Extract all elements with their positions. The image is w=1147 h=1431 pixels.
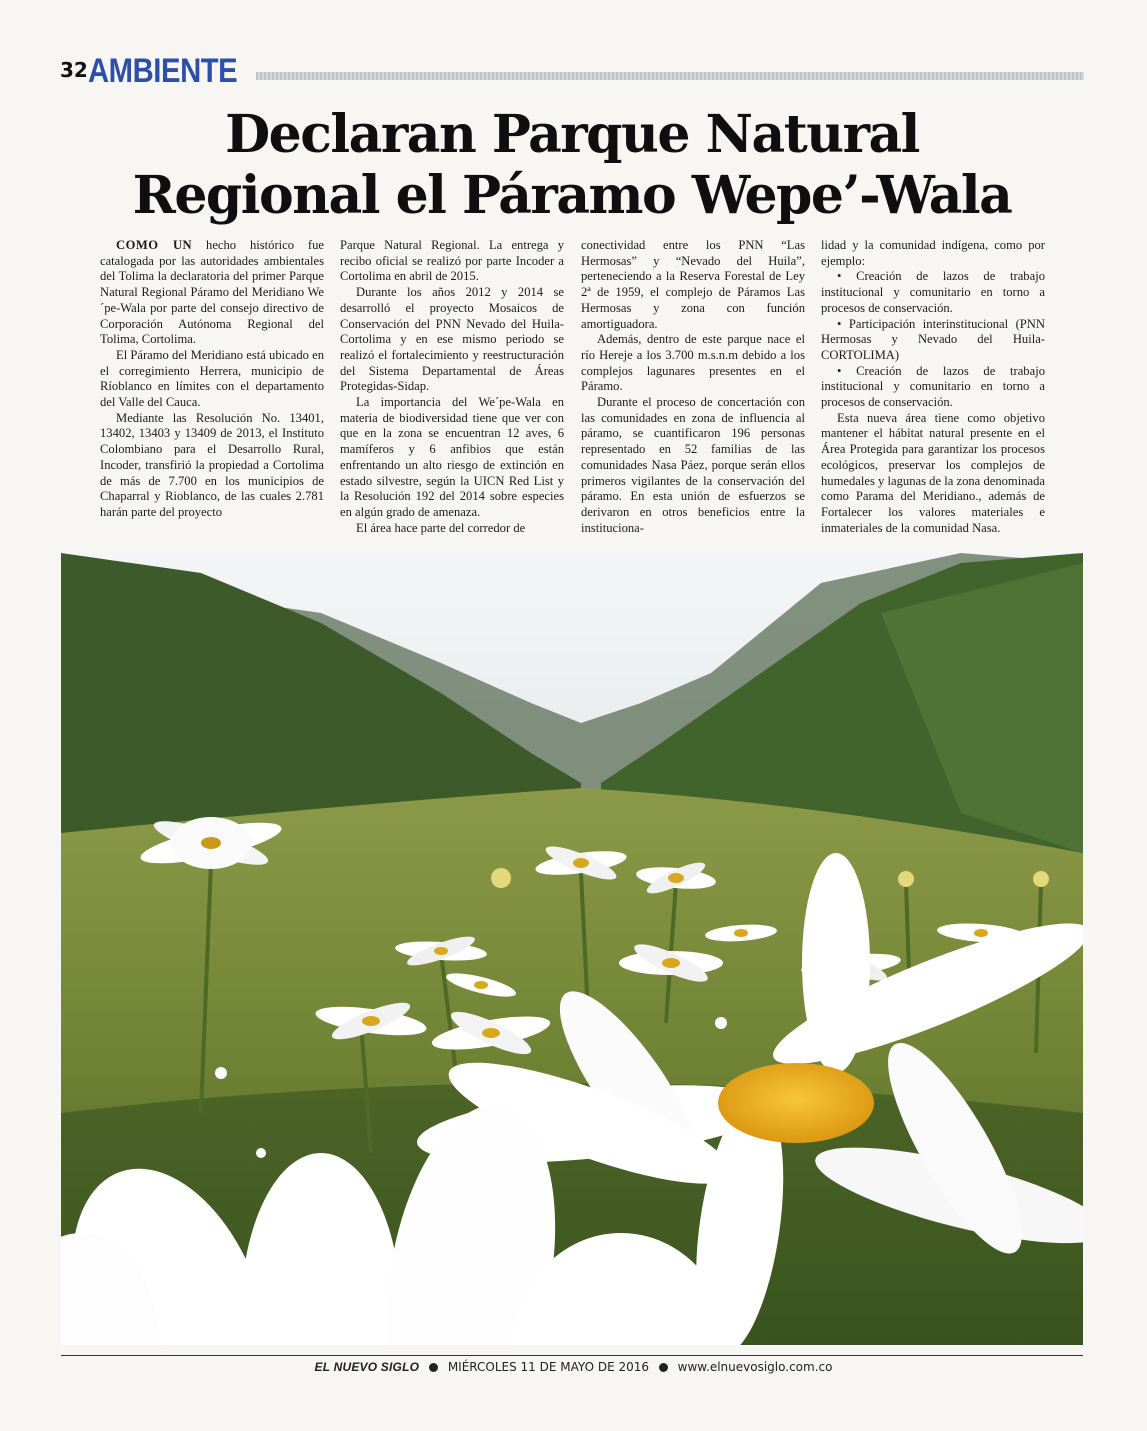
column-2 [340,238,564,544]
paragraph: Esta nueva área tiene como objetivo mantener el hábitat natural presente en el Área Protegida para garantizar los procesos ecológicos, preservar los complejos de humedales y lagunas de la zona denominada como Parama del Meridiano., además de Fortalecer los valores materiales e inmateriales de la comunidad Nasa. [821,410,1045,535]
paragraph: Mediante las Resolución No. 13401, 13402, 13403 y 13409 de 2013, el Instituto Colombiano para el Desarrollo Rural, Incoder, transfirió la propiedad a Cortolima de más de 7.700 en los municipios de Chaparral y Rioblanco, de las cuales 2.781 harán parte del proyecto [100,410,324,519]
paragraph: conectividad entre los PNN “Las Hermosas” y “Nevado del Huila”, perteneciendo a la Reserva Forestal de Ley 2ª de 1959, el complejo de Páramos Las Hermosas y zona con función amortiguadora. [581,238,805,331]
footer-rule [61,1355,1083,1356]
page-header [60,52,1084,88]
paragraph: COMO UN hecho histórico fue catalogada por las autoridades ambientales del Tolima la declaratoria del primer Parque Natural Regional Páramo del Meridiano We´pe-Wala por parte del consejo directivo de Corporación Autónoma Regional del Tolima, Cortolima. [100,238,324,347]
page-footer [0,1360,1147,1374]
lead-in: COMO UN [116,238,193,252]
page-number: 32 [60,58,88,82]
bullet-item: • Creación de lazos de trabajo institucional y comunitario en torno a procesos de conservación. [821,269,1045,315]
bullet-icon [659,1363,668,1372]
bullet-item: • Creación de lazos de trabajo institucional y comunitario en torno a procesos de conservación. [821,363,1045,410]
paramo-daisies-illustration [61,553,1083,1345]
paragraph: lidad y la comunidad indígena, como por ejemplo: [821,238,1045,268]
section-title: AMBIENTE [88,52,238,90]
newspaper-brand: EL NUEVO SIGLO [314,1360,420,1374]
column-4 [821,238,1045,544]
article-body [100,238,1046,544]
headline [60,104,1084,226]
section-rule [256,72,1084,80]
paragraph: El área hace parte del corredor de [356,520,526,535]
paragraph: Durante el proceso de concertación con las comunidades en zona de influencia al páramo, se cuantificaron 196 personas representado en 52 familias de las comunidades Nasa Páez, porque serán ellos primeros vigilantes de la conservación del páramo. En esta unión de esfuerzos se derivaron en otros beneficios entre la instituciona- [581,395,805,535]
column-3 [581,238,805,544]
headline-line-2: Regional el Páramo Wepe’-Wala [132,165,1012,226]
website-url: www.elnuevosiglo.com.co [677,1360,833,1374]
headline-line-1: Declaran Parque Natural [225,104,919,165]
paragraph: Durante los años 2012 y 2014 se desarrolló el proyecto Mosaicos de Conservación del PNN Nevado del Huila-Cortolima y en ese mismo periodo se realizó el fortalecimiento y reestructuración del Sistema Departamental de Áreas Protegidas-Sidap. [340,285,564,394]
bullet-item: • Participación interinstitucional (PNN Hermosas y Nevado del Huila-CORTOLIMA) [821,316,1045,362]
landscape-photo [61,553,1083,1345]
bullet-icon [429,1363,438,1372]
paragraph: Además, dentro de este parque nace el río Hereje a los 3.700 m.s.n.m debido a los complejos lagunares presentes en el Páramo. [581,332,805,394]
issue-date: MIÉRCOLES 11 DE MAYO DE 2016 [447,1360,650,1374]
column-1 [100,238,324,544]
paragraph: La importancia del We´pe-Wala en materia de biodiversidad tiene que ver con que en la zona se encuentran 12 aves, 6 mamíferos y 6 anfibios que están enfrentando un alto riesgo de extinción en estado silvestre, según la UICN Red List y la Resolución 192 del 2014 sobre especies en algún grado de amenaza. [340,395,564,519]
paragraph: El Páramo del Meridiano está ubicado en el corregimiento Herrera, municipio de Ríoblanco en límites con el departamento del Valle del Cauca. [100,347,324,410]
paragraph: Parque Natural Regional. La entrega y recibo oficial se realizó por parte Incoder a Cortolima en abril de 2015. [340,238,564,284]
